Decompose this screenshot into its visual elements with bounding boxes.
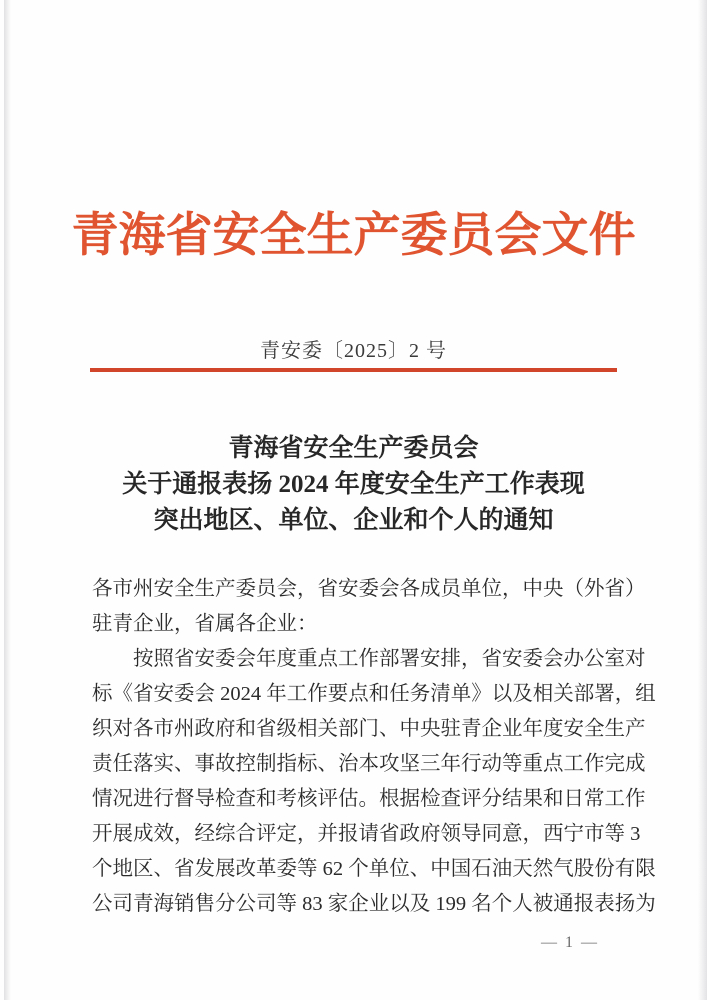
body-line: 驻青企业，省属各企业： (92, 613, 318, 635)
body-line: 各市州安全生产委员会，省安委会各成员单位，中央（外省） (92, 578, 646, 600)
document-body (92, 572, 656, 922)
document-header-title: 青海省安全生产委员会文件 (71, 210, 636, 262)
red-separator-line (90, 368, 617, 372)
document-title-line-2: 关于通报表扬 2024 年度安全生产工作表现 (122, 471, 585, 498)
document-number: 青安委〔2025〕2 号 (260, 340, 447, 362)
document-title-line-3: 突出地区、单位、企业和个人的通知 (153, 507, 554, 534)
body-line: 公司青海销售分公司等 83 家企业以及 199 名个人被通报表扬为 (92, 893, 656, 915)
body-line: 标《省安委会 2024 年工作要点和任务清单》以及相关部署，组 (92, 683, 656, 705)
document-title (0, 431, 707, 539)
body-line: 个地区、省发展改革委等 62 个单位、中国石油天然气股份有限 (92, 858, 656, 880)
page-number: — 1 — (541, 934, 599, 951)
body-line: 情况进行督导检查和考核评估。根据检查评分结果和日常工作 (92, 788, 646, 810)
body-line: 织对各市州政府和省级相关部门、中央驻青企业年度安全生产 (92, 718, 646, 740)
body-line: 责任落实、事故控制指标、治本攻坚三年行动等重点工作完成 (92, 753, 646, 775)
body-line: 按照省安委会年度重点工作部署安排，省安委会办公室对 (133, 648, 646, 670)
body-line: 开展成效，经综合评定，并报请省政府领导同意，西宁市等 3 (92, 823, 641, 845)
document-title-line-1: 青海省安全生产委员会 (228, 435, 479, 462)
